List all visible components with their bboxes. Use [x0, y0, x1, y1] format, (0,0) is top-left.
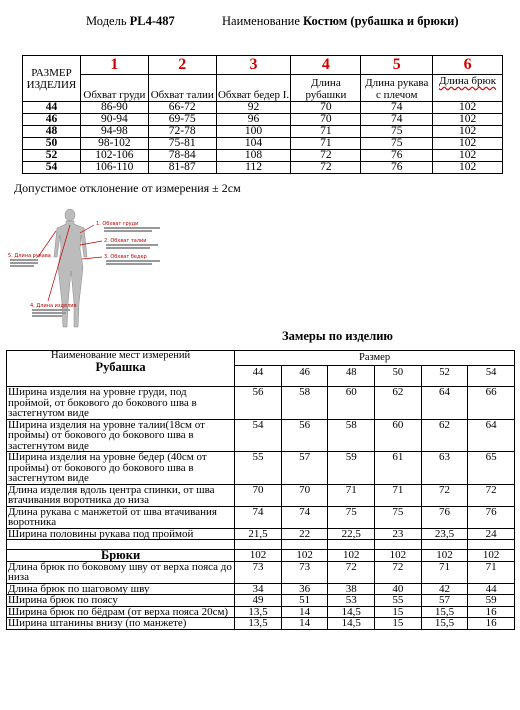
- measurement-value: 15,5: [421, 606, 468, 618]
- figure-label-length: 4. Длина изделия: [30, 303, 77, 309]
- measurement-row: [7, 528, 515, 540]
- size-table-body: [23, 102, 503, 174]
- measurement-value: 72: [375, 561, 422, 583]
- measurement-value: 70: [281, 484, 328, 506]
- column-header-text: Длина брюк: [439, 75, 497, 87]
- size-value-cell: 76: [361, 150, 433, 162]
- column-number: 3: [216, 56, 291, 75]
- measurement-value: 75: [375, 506, 422, 528]
- measurement-value: 65: [468, 452, 515, 485]
- column-number: 1: [80, 56, 148, 75]
- size-value-cell: 78-84: [148, 150, 216, 162]
- column-header: Длина рукава с плечом: [361, 75, 433, 102]
- size-header-value: 52: [421, 366, 468, 386]
- measurement-value: 58: [328, 419, 375, 452]
- size-header-group: [235, 351, 515, 387]
- pants-header-value: 102: [281, 550, 328, 562]
- pants-header-value: 102: [328, 550, 375, 562]
- measurement-row: [7, 419, 515, 452]
- spacer-cell: [235, 540, 282, 550]
- size-table: [22, 55, 503, 174]
- measurement-value: 75: [328, 506, 375, 528]
- measurement-label: Ширина половины рукава под проймой: [7, 528, 235, 540]
- pants-header-value: 102: [468, 550, 515, 562]
- spacer-row: [7, 540, 515, 550]
- size-value-cell: 102: [433, 162, 503, 174]
- measurement-row: [7, 595, 515, 607]
- measurement-value: 56: [281, 419, 328, 452]
- column-number: 2: [148, 56, 216, 75]
- measurement-value: 36: [281, 583, 328, 595]
- measurement-value: 74: [235, 506, 282, 528]
- measurement-value: 55: [235, 452, 282, 485]
- measurement-value: 71: [328, 484, 375, 506]
- size-value-cell: 94-98: [80, 126, 148, 138]
- measurement-value: 51: [281, 595, 328, 607]
- measurement-label: Ширина брюк по поясу: [7, 595, 235, 607]
- size-row: [23, 150, 503, 162]
- shirt-section-title: Рубашка: [95, 359, 146, 374]
- measurement-value: 73: [235, 561, 282, 583]
- measurement-value: 57: [281, 452, 328, 485]
- name-value: Костюм (рубашка и брюки): [303, 14, 459, 28]
- column-number: 4: [291, 56, 361, 75]
- column-header: Обхват груди: [80, 75, 148, 102]
- measurements-table-body: [7, 351, 515, 630]
- measurements-table: [6, 350, 515, 630]
- size-value-cell: 102: [433, 138, 503, 150]
- measurement-label: Длина рукава с манжетой от шва втачивания воротника: [7, 506, 235, 528]
- name-header: Наименование мест измерений: [50, 350, 191, 361]
- pants-header-value: 102: [235, 550, 282, 562]
- size-corner-label: РАЗМЕР ИЗДЕЛИЯ: [23, 56, 81, 102]
- size-cell: 46: [23, 114, 81, 126]
- measurement-value: 22,5: [328, 528, 375, 540]
- size-value-cell: 104: [216, 138, 291, 150]
- figure-label-sleeve: 5. Длина рукава: [8, 253, 51, 259]
- size-value-cell: 102: [433, 114, 503, 126]
- measurement-value: 21,5: [235, 528, 282, 540]
- measurement-label: Ширина штанины внизу (по манжете): [7, 618, 235, 630]
- size-value-cell: 112: [216, 162, 291, 174]
- size-value-cell: 71: [291, 138, 361, 150]
- measurement-value: 60: [328, 387, 375, 420]
- measurement-value: 14: [281, 606, 328, 618]
- measurement-value: 14: [281, 618, 328, 630]
- measurements-title: Замеры по изделию: [282, 329, 393, 343]
- measurement-row: [7, 484, 515, 506]
- measurement-value: 15: [375, 606, 422, 618]
- name-label: Наименование: [222, 14, 300, 28]
- size-value-cell: 70: [291, 114, 361, 126]
- model-label: Модель: [86, 14, 127, 28]
- spacer-cell: [281, 540, 328, 550]
- column-header: Обхват талии: [148, 75, 216, 102]
- pants-header-value: 102: [421, 550, 468, 562]
- measurement-label: Длина изделия вдоль центра спинки, от шва втачивания воротника до низа: [7, 484, 235, 506]
- measurement-value: 14,5: [328, 618, 375, 630]
- size-value-cell: 102-106: [80, 150, 148, 162]
- measurement-value: 61: [375, 452, 422, 485]
- measurement-value: 56: [235, 387, 282, 420]
- measurement-value: 24: [468, 528, 515, 540]
- size-value-cell: 106-110: [80, 162, 148, 174]
- size-value-cell: 102: [433, 126, 503, 138]
- size-header: Размер: [235, 351, 514, 366]
- measurement-value: 15,5: [421, 618, 468, 630]
- size-value-cell: 72: [291, 150, 361, 162]
- measurement-value: 64: [421, 387, 468, 420]
- size-row: [23, 162, 503, 174]
- size-value-cell: 69-75: [148, 114, 216, 126]
- spacer-cell: [328, 540, 375, 550]
- figure-label-hips: 3. Обхват бедер: [104, 254, 147, 260]
- model-code: PL4-487: [129, 14, 175, 28]
- measurement-label: Длина брюк по боковому шву от верха пояса до низа: [7, 561, 235, 583]
- figure-label-chest: 1. Обхват груди: [96, 221, 139, 227]
- size-cell: 54: [23, 162, 81, 174]
- measurement-row: [7, 452, 515, 485]
- model-line: [86, 14, 175, 29]
- measurement-label: Ширина изделия на уровне талии(18см от проймы) от бокового до бокового шва в застегнутом виде: [7, 419, 235, 452]
- measurement-value: 59: [328, 452, 375, 485]
- measurement-value: 13,5: [235, 606, 282, 618]
- size-value-cell: 98-102: [80, 138, 148, 150]
- size-value-cell: 71: [291, 126, 361, 138]
- size-value-cell: 72-78: [148, 126, 216, 138]
- size-value-cell: 90-94: [80, 114, 148, 126]
- size-header-value: 44: [252, 367, 264, 378]
- size-header-value: 50: [374, 366, 421, 386]
- name-line: [222, 14, 459, 29]
- column-header: [433, 75, 503, 102]
- size-header-value: 48: [327, 366, 374, 386]
- size-value-cell: 96: [216, 114, 291, 126]
- column-number: 5: [361, 56, 433, 75]
- measurement-value: 55: [375, 595, 422, 607]
- size-value-cell: 75-81: [148, 138, 216, 150]
- measurement-value: 53: [328, 595, 375, 607]
- measurement-value: 34: [235, 583, 282, 595]
- size-header-values: [235, 366, 514, 386]
- measurement-label: Ширина изделия на уровне груди, под проймой, от бокового до бокового шва в застегнутом виде: [7, 387, 235, 420]
- pants-header-row: [7, 550, 515, 562]
- tolerance-note: Допустимое отклонение от измерения ± 2см: [14, 181, 241, 195]
- size-value-cell: 75: [361, 138, 433, 150]
- spacer-cell: [421, 540, 468, 550]
- measurement-value: 64: [468, 419, 515, 452]
- name-header-cell: [7, 351, 235, 387]
- column-header: Длина рубашки: [291, 75, 361, 102]
- pants-section-title: Брюки: [7, 550, 235, 562]
- size-row: [23, 138, 503, 150]
- measurement-value: 62: [375, 387, 422, 420]
- measurement-value: 38: [328, 583, 375, 595]
- measurement-value: 58: [281, 387, 328, 420]
- size-value-cell: 100: [216, 126, 291, 138]
- measurement-value: 72: [468, 484, 515, 506]
- measurement-value: 42: [421, 583, 468, 595]
- spacer-cell: [468, 540, 515, 550]
- measurement-row: [7, 387, 515, 420]
- measurement-row: [7, 561, 515, 583]
- size-row: [23, 114, 503, 126]
- measurement-row: [7, 583, 515, 595]
- measurement-value: 15: [375, 618, 422, 630]
- size-cell: 44: [23, 102, 81, 114]
- measurement-value: 62: [421, 419, 468, 452]
- size-value-cell: 102: [433, 150, 503, 162]
- size-value-cell: 72: [291, 162, 361, 174]
- measurement-label: Ширина изделия на уровне бедер (40см от проймы) от бокового до бокового шва в застегнутом виде: [7, 452, 235, 485]
- size-value-cell: 70: [291, 102, 361, 114]
- meas-header-row: [7, 351, 515, 387]
- measurement-label: Ширина брюк по бёдрам (от верха пояса 20см): [7, 606, 235, 618]
- measurement-value: 54: [235, 419, 282, 452]
- measurement-value: 72: [421, 484, 468, 506]
- measurement-value: 49: [235, 595, 282, 607]
- measurement-value: 74: [281, 506, 328, 528]
- size-cell: 48: [23, 126, 81, 138]
- measurement-value: 44: [468, 583, 515, 595]
- size-value-cell: 74: [361, 114, 433, 126]
- measurement-row: [7, 506, 515, 528]
- body-figure-illustration: [8, 205, 208, 335]
- measurement-value: 72: [328, 561, 375, 583]
- size-value-cell: 66-72: [148, 102, 216, 114]
- figure-label-waist: 2. Обхват талии: [104, 238, 147, 244]
- measurement-value: 60: [375, 419, 422, 452]
- measurement-label: Длина брюк по шаговому шву: [7, 583, 235, 595]
- spacer-cell: [375, 540, 422, 550]
- measurement-value: 14,5: [328, 606, 375, 618]
- measurement-value: 57: [421, 595, 468, 607]
- measurement-value: 76: [421, 506, 468, 528]
- size-value-cell: 75: [361, 126, 433, 138]
- measurement-value: 71: [421, 561, 468, 583]
- measurement-value: 13,5: [235, 618, 282, 630]
- measurement-value: 23: [375, 528, 422, 540]
- size-value-cell: 92: [216, 102, 291, 114]
- measurement-value: 16: [468, 606, 515, 618]
- size-value-cell: 74: [361, 102, 433, 114]
- measurement-row: [7, 606, 515, 618]
- measurement-value: 22: [281, 528, 328, 540]
- size-cell: 50: [23, 138, 81, 150]
- measurement-value: 76: [468, 506, 515, 528]
- size-header-value: 46: [281, 366, 328, 386]
- measurement-value: 73: [281, 561, 328, 583]
- measurement-value: 70: [235, 484, 282, 506]
- size-value-cell: 86-90: [80, 102, 148, 114]
- size-value-cell: 108: [216, 150, 291, 162]
- measurement-value: 23,5: [421, 528, 468, 540]
- measurement-value: 66: [468, 387, 515, 420]
- column-header: Обхват бедер I.: [216, 75, 291, 102]
- size-header-value: 54: [467, 366, 514, 386]
- column-number: 6: [433, 56, 503, 75]
- measurement-value: 40: [375, 583, 422, 595]
- measurement-value: 71: [375, 484, 422, 506]
- pants-header-value: 102: [375, 550, 422, 562]
- size-value-cell: 81-87: [148, 162, 216, 174]
- size-value-cell: 76: [361, 162, 433, 174]
- size-cell: 52: [23, 150, 81, 162]
- size-row: [23, 126, 503, 138]
- size-row: [23, 102, 503, 114]
- size-value-cell: 102: [433, 102, 503, 114]
- measurement-row: [7, 618, 515, 630]
- measurement-value: 71: [468, 561, 515, 583]
- measurement-value: 59: [468, 595, 515, 607]
- measurement-value: 16: [468, 618, 515, 630]
- measurement-value: 63: [421, 452, 468, 485]
